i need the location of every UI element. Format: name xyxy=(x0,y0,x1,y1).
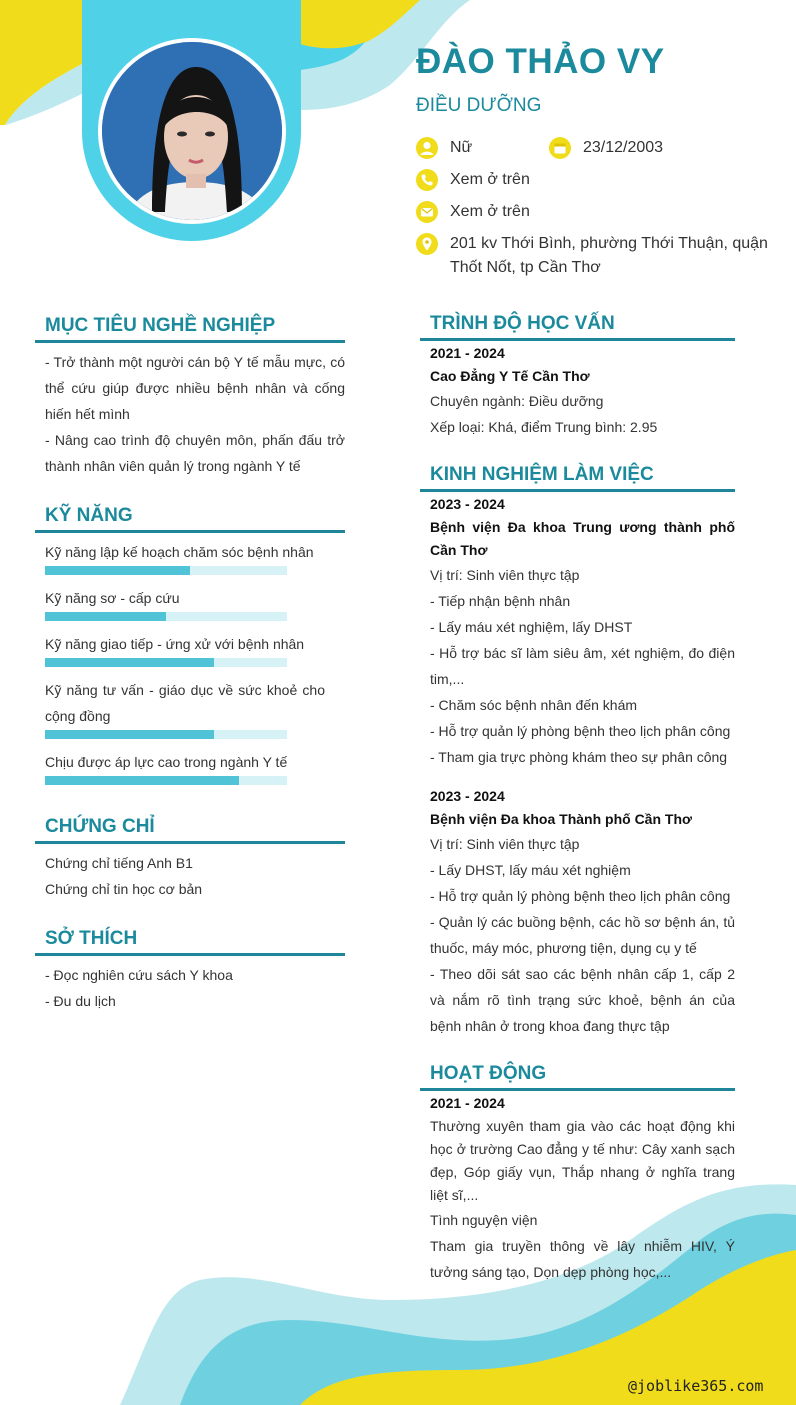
objective-paragraph-2: - Nâng cao trình độ chuyên môn, phấn đấu trở thành nhân viên quản lý trong ngành Y tế xyxy=(45,432,345,474)
hobby-item: - Đu du lịch xyxy=(45,993,116,1009)
gender-value: Nữ xyxy=(450,139,473,156)
skill-label: Kỹ năng lập kế hoạch chăm sóc bệnh nhân xyxy=(45,544,314,560)
person-icon xyxy=(416,137,438,159)
activities-rule xyxy=(420,1088,735,1091)
job-title: ĐIỀU DƯỠNG xyxy=(416,95,542,116)
calendar-icon xyxy=(549,137,571,159)
hobbies-rule xyxy=(35,953,345,956)
experience-heading: KINH NGHIỆM LÀM VIỆC xyxy=(430,464,654,485)
experience-rule xyxy=(420,489,735,492)
job-1-line: - Tiếp nhận bệnh nhân xyxy=(430,593,571,609)
location-icon xyxy=(416,233,438,255)
activities-years: 2021 - 2024 xyxy=(430,1095,505,1111)
address-line-2: Thốt Nốt, tp Cần Thơ xyxy=(450,259,601,276)
skill-bar-fill xyxy=(45,658,214,667)
birthday-value: 23/12/2003 xyxy=(583,139,664,156)
job-2-line: - Hỗ trợ quản lý phòng bệnh theo lịch phân công xyxy=(430,888,731,904)
skill-bar xyxy=(45,612,287,621)
phone-icon xyxy=(416,169,438,191)
hobby-item: - Đọc nghiên cứu sách Y khoa xyxy=(45,967,233,983)
objective-rule xyxy=(35,340,345,343)
phone-value: Xem ở trên xyxy=(450,171,530,188)
skill-label: Kỹ năng giao tiếp - ứng xử với bệnh nhân xyxy=(45,636,305,652)
address-line-1: 201 kv Thới Bình, phường Thới Thuận, quận xyxy=(450,235,768,252)
education-major: Chuyên ngành: Điều dưỡng xyxy=(430,393,604,409)
hobbies-heading: SỞ THÍCH xyxy=(45,928,138,949)
education-grade: Xếp loại: Khá, điểm Trung bình: 2.95 xyxy=(430,419,658,435)
skill-bar xyxy=(45,566,287,575)
job-1-line: - Hỗ trợ bác sĩ làm siêu âm, xét nghiệm, đo điện tim,... xyxy=(430,645,735,687)
avatar xyxy=(98,38,286,224)
skill-label: Kỹ năng tư vấn - giáo dục về sức khoẻ cho cộng đồng xyxy=(45,682,325,724)
candidate-name: ĐÀO THẢO VY xyxy=(416,42,665,81)
job-1-line: Vị trí: Sinh viên thực tập xyxy=(430,567,580,583)
activities-heading: HOẠT ĐỘNG xyxy=(430,1063,547,1084)
activities-paragraph-2: Tình nguyện viện xyxy=(430,1212,538,1228)
certificates-rule xyxy=(35,841,345,844)
job-1-line: - Tham gia trực phòng khám theo sự phân công xyxy=(430,749,728,765)
skill-bar xyxy=(45,776,287,785)
skill-bar-fill xyxy=(45,612,166,621)
job-1-organization: Bệnh viện Đa khoa Trung ương thành phố Cần Thơ xyxy=(430,519,735,558)
certificate-item: Chứng chỉ tin học cơ bản xyxy=(45,881,203,897)
job-2-line: Vị trí: Sinh viên thực tập xyxy=(430,836,580,852)
email-value: Xem ở trên xyxy=(450,203,530,220)
activities-paragraph-3: Tham gia truyền thông về lây nhiễm HIV, Ý tưởng sáng tạo, Dọn dẹp phòng học,... xyxy=(430,1238,735,1280)
job-1-line: - Hỗ trợ quản lý phòng bệnh theo lịch phân công xyxy=(430,723,731,739)
job-2-years: 2023 - 2024 xyxy=(430,788,505,804)
mail-icon xyxy=(416,201,438,223)
skill-label: Chịu được áp lực cao trong ngành Y tế xyxy=(45,754,288,770)
skill-bar-fill xyxy=(45,730,214,739)
job-2-line: - Lấy DHST, lấy máu xét nghiệm xyxy=(430,862,631,878)
job-2-line: - Quản lý các buồng bệnh, các hồ sơ bệnh án, tủ thuốc, máy móc, phương tiện, dụng cụ y tế xyxy=(430,914,735,956)
job-1-years: 2023 - 2024 xyxy=(430,496,505,512)
skill-bar-fill xyxy=(45,566,190,575)
activities-paragraph-1: Thường xuyên tham gia vào các hoạt động khi học ở trường Cao đẳng y tế như: Cây xanh sạch đẹp, Góp giấy vụn, Thắp nhang ở nghĩa trang liệt sĩ,... xyxy=(430,1118,735,1203)
job-1-line: - Lấy máu xét nghiệm, lấy DHST xyxy=(430,619,633,635)
certificates-heading: CHỨNG CHỈ xyxy=(45,816,155,837)
skill-bar-fill xyxy=(45,776,239,785)
footer-watermark: @joblike365.com xyxy=(628,1377,764,1395)
objective-heading: MỤC TIÊU NGHỀ NGHIỆP xyxy=(45,315,276,336)
skills-heading: KỸ NĂNG xyxy=(45,505,133,526)
education-years: 2021 - 2024 xyxy=(430,345,505,361)
skills-rule xyxy=(35,530,345,533)
certificate-item: Chứng chỉ tiếng Anh B1 xyxy=(45,855,193,871)
education-rule xyxy=(420,338,735,341)
skill-label: Kỹ năng sơ - cấp cứu xyxy=(45,590,180,606)
education-school: Cao Đẳng Y Tế Cần Thơ xyxy=(430,368,590,384)
objective-paragraph-1: - Trở thành một người cán bộ Y tế mẫu mực, có thể cứu giúp được nhiều bệnh nhân và cống hiến hết mình xyxy=(45,354,345,422)
job-2-line: - Theo dõi sát sao các bệnh nhân cấp 1, cấp 2 và nắm rõ tình trạng sức khoẻ, bệnh án của bệnh nhân ở trong khoa đang thực tập xyxy=(430,966,735,1034)
skill-bar xyxy=(45,658,287,667)
skill-bar xyxy=(45,730,287,739)
job-2-organization: Bệnh viện Đa khoa Thành phố Cần Thơ xyxy=(430,811,692,827)
education-heading: TRÌNH ĐỘ HỌC VẤN xyxy=(430,313,615,334)
job-1-line: - Chăm sóc bệnh nhân đến khám xyxy=(430,697,638,713)
